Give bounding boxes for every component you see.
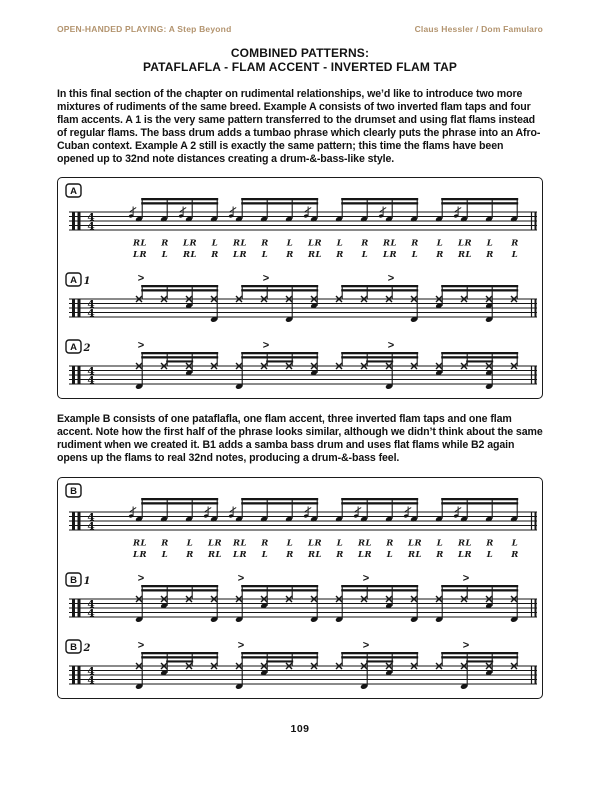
svg-text:>: > bbox=[387, 272, 395, 285]
svg-text:L: L bbox=[286, 238, 294, 249]
svg-text:4: 4 bbox=[87, 665, 95, 678]
svg-text:R: R bbox=[436, 250, 444, 261]
svg-text:>: > bbox=[262, 339, 270, 352]
svg-text:LR: LR bbox=[182, 238, 198, 249]
svg-text:RL: RL bbox=[407, 550, 423, 561]
svg-text:RL: RL bbox=[207, 550, 223, 561]
page-number: 109 bbox=[290, 723, 310, 736]
svg-text:LR: LR bbox=[307, 238, 323, 249]
svg-text:LR: LR bbox=[457, 238, 473, 249]
svg-text:>: > bbox=[137, 639, 145, 652]
svg-text:LR: LR bbox=[307, 538, 323, 549]
svg-text:L: L bbox=[436, 238, 444, 249]
svg-text:R: R bbox=[511, 238, 519, 249]
svg-text:L: L bbox=[336, 538, 344, 549]
svg-text:RL: RL bbox=[132, 238, 148, 249]
svg-text:RL: RL bbox=[232, 538, 248, 549]
section-title-line1: COMBINED PATTERNS: bbox=[230, 46, 370, 60]
svg-text:4: 4 bbox=[87, 520, 95, 533]
svg-text:R: R bbox=[286, 250, 294, 261]
svg-text:B: B bbox=[70, 642, 77, 654]
svg-text:RL: RL bbox=[457, 538, 473, 549]
notation-system-a1 bbox=[63, 271, 541, 329]
svg-text:L: L bbox=[511, 250, 519, 261]
example-b-notation-box bbox=[57, 477, 543, 699]
svg-text:R: R bbox=[336, 250, 344, 261]
notation-system-b2 bbox=[63, 638, 541, 696]
notation-system-a bbox=[63, 182, 541, 262]
svg-text:>: > bbox=[137, 339, 145, 352]
svg-text:2: 2 bbox=[83, 643, 91, 655]
notation-system-a2 bbox=[63, 338, 541, 396]
svg-text:L: L bbox=[161, 250, 169, 261]
svg-text:>: > bbox=[362, 639, 370, 652]
svg-text:R: R bbox=[261, 538, 269, 549]
svg-text:R: R bbox=[436, 550, 444, 561]
svg-text:4: 4 bbox=[87, 598, 95, 611]
svg-text:4: 4 bbox=[87, 511, 95, 524]
svg-text:L: L bbox=[186, 538, 194, 549]
svg-text:>: > bbox=[462, 639, 470, 652]
svg-text:RL: RL bbox=[457, 250, 473, 261]
svg-text:L: L bbox=[286, 538, 294, 549]
svg-text:R: R bbox=[261, 238, 269, 249]
svg-text:1: 1 bbox=[83, 576, 91, 588]
svg-text:R: R bbox=[486, 538, 494, 549]
svg-text:4: 4 bbox=[87, 674, 95, 687]
svg-text:1: 1 bbox=[83, 276, 91, 288]
svg-text:L: L bbox=[161, 550, 169, 561]
svg-text:RL: RL bbox=[232, 238, 248, 249]
svg-text:L: L bbox=[361, 250, 369, 261]
svg-text:RL: RL bbox=[307, 550, 323, 561]
paragraph-example-a: In this final section of the chapter on rudimental relationships, we’d like to introduce two more mixtures of rudiments of the same breed. Example A consists of two inverted flam taps and four flam accents. A 1 is the very same pattern transferred to the drumset and using flat flams instead of regular flams. The bass drum adds a tumbao phrase which clearly puts the phrase into an Afro-Cuban context. Example A 2 still is exactly the same pattern; this time the flams have been opened up to 32nd note distances creating a drum-&-bass-like style. bbox=[57, 88, 541, 165]
svg-text:L: L bbox=[411, 250, 419, 261]
svg-text:LR: LR bbox=[407, 538, 423, 549]
svg-text:RL: RL bbox=[182, 250, 198, 261]
svg-text:LR: LR bbox=[457, 550, 473, 561]
svg-text:L: L bbox=[436, 538, 444, 549]
svg-text:>: > bbox=[462, 572, 470, 585]
svg-text:4: 4 bbox=[87, 298, 95, 311]
svg-text:4: 4 bbox=[87, 375, 95, 388]
svg-text:R: R bbox=[186, 550, 194, 561]
running-header bbox=[57, 24, 543, 34]
svg-text:4: 4 bbox=[87, 221, 95, 234]
svg-text:2: 2 bbox=[83, 343, 91, 355]
svg-text:>: > bbox=[387, 339, 395, 352]
svg-text:4: 4 bbox=[87, 308, 95, 321]
svg-text:>: > bbox=[362, 572, 370, 585]
example-a-notation-box bbox=[57, 177, 543, 399]
svg-text:>: > bbox=[237, 572, 245, 585]
svg-text:L: L bbox=[386, 550, 394, 561]
notation-system-b1 bbox=[63, 571, 541, 629]
svg-text:L: L bbox=[486, 550, 494, 561]
svg-text:R: R bbox=[161, 538, 169, 549]
svg-text:LR: LR bbox=[382, 250, 398, 261]
svg-text:L: L bbox=[336, 238, 344, 249]
svg-text:L: L bbox=[486, 238, 494, 249]
svg-text:RL: RL bbox=[307, 250, 323, 261]
svg-text:RL: RL bbox=[382, 238, 398, 249]
notation-system-b bbox=[63, 482, 541, 562]
svg-text:B: B bbox=[70, 575, 77, 587]
svg-text:L: L bbox=[511, 538, 519, 549]
svg-text:L: L bbox=[261, 250, 269, 261]
svg-text:A: A bbox=[70, 342, 77, 354]
svg-text:L: L bbox=[261, 550, 269, 561]
svg-text:B: B bbox=[70, 486, 77, 498]
svg-text:LR: LR bbox=[357, 550, 373, 561]
svg-text:LR: LR bbox=[207, 538, 223, 549]
svg-text:RL: RL bbox=[357, 538, 373, 549]
svg-text:R: R bbox=[511, 550, 519, 561]
section-title-line2: PATAFLAFLA - FLAM ACCENT - INVERTED FLAM TAP bbox=[142, 59, 458, 74]
svg-text:R: R bbox=[286, 550, 294, 561]
svg-text:A: A bbox=[70, 186, 77, 198]
svg-text:LR: LR bbox=[232, 250, 248, 261]
svg-text:>: > bbox=[262, 272, 270, 285]
svg-text:LR: LR bbox=[132, 550, 148, 561]
svg-text:R: R bbox=[336, 550, 344, 561]
svg-text:R: R bbox=[486, 250, 494, 261]
svg-text:R: R bbox=[161, 238, 169, 249]
svg-text:LR: LR bbox=[232, 550, 248, 561]
header-book-title: OPEN-HANDED PLAYING: A Step Beyond bbox=[57, 24, 232, 34]
svg-text:>: > bbox=[137, 572, 145, 585]
svg-text:4: 4 bbox=[87, 211, 95, 224]
svg-text:A: A bbox=[70, 275, 77, 287]
svg-text:L: L bbox=[211, 238, 219, 249]
header-authors: Claus Hessler / Dom Famularo bbox=[414, 24, 543, 34]
svg-text:RL: RL bbox=[132, 538, 148, 549]
svg-text:4: 4 bbox=[87, 607, 95, 620]
svg-text:R: R bbox=[411, 238, 419, 249]
paragraph-example-b: Example B consists of one pataflafla, one flam accent, three inverted flam taps and one flam accent. Note how the first half of the phrase looks similar, although we didn’t think about the same rudiment when we created it. B1 adds a samba bass drum and uses flat flams while B2 again opens up the flams to real 32nd notes, producing a drum-&-bass feel. bbox=[57, 413, 543, 465]
svg-text:4: 4 bbox=[87, 365, 95, 378]
section-title bbox=[57, 47, 543, 74]
svg-text:R: R bbox=[361, 238, 369, 249]
svg-text:R: R bbox=[386, 538, 394, 549]
svg-text:>: > bbox=[237, 639, 245, 652]
svg-text:>: > bbox=[137, 272, 145, 285]
svg-text:LR: LR bbox=[132, 250, 148, 261]
svg-text:R: R bbox=[211, 250, 219, 261]
